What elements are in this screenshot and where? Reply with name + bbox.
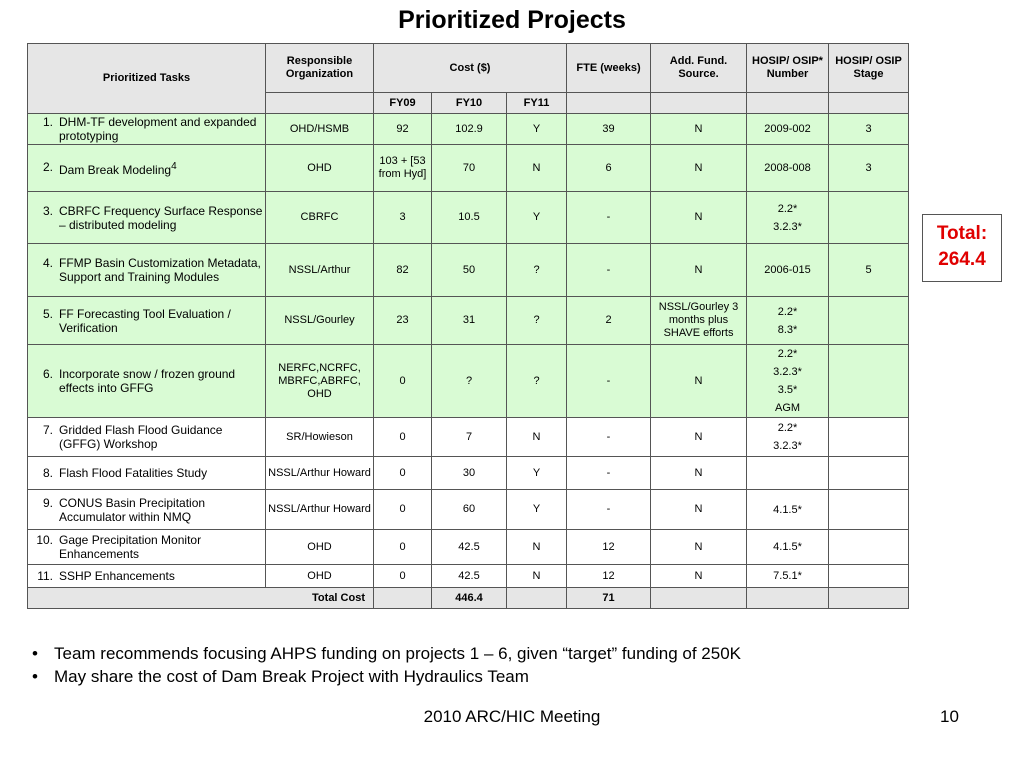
table-row (28, 192, 909, 244)
task-name: Gage Precipitation Monitor Enhancements (59, 533, 202, 561)
task-number: 9. (42, 495, 53, 510)
bullet-text: May share the cost of Dam Break Project with Hydraulics Team (54, 667, 529, 686)
task-number: 8. (42, 466, 53, 480)
task-cell (28, 457, 266, 490)
header-fund-sub (651, 93, 747, 114)
hosip-stage-cell: 3 (829, 114, 909, 145)
fy09-cell: 0 (374, 530, 432, 565)
hosip-number: 3.2.3* (773, 220, 802, 233)
fy09-cell: 23 (374, 297, 432, 345)
task-text (59, 160, 263, 177)
task-number: 6. (42, 367, 53, 381)
total-fte: 71 (567, 588, 651, 609)
slide-title: Prioritized Projects (398, 6, 626, 34)
task-text (59, 423, 263, 451)
task-name: FFMP Basin Customization Metadata, Support and Training Modules (59, 256, 261, 284)
fy09-cell: 0 (374, 565, 432, 588)
fy11-cell: N (507, 145, 567, 192)
task-number: 7. (42, 423, 53, 437)
hosip-stage-cell (829, 530, 909, 565)
hosip-number: 2008-008 (764, 162, 811, 174)
fy10-cell: 30 (432, 457, 507, 490)
fund-cell: N (651, 244, 747, 297)
org-cell: OHD (266, 530, 374, 565)
total-fy11 (507, 588, 567, 609)
task (32, 466, 263, 480)
fy10-cell: 10.5 (432, 192, 507, 244)
fy09-cell: 3 (374, 192, 432, 244)
fund-cell: N (651, 145, 747, 192)
page-number: 10 (940, 707, 959, 726)
fund-cell: N (651, 418, 747, 457)
header-org-sub (266, 93, 374, 114)
task-text (59, 367, 263, 395)
fy10-cell: 42.5 (432, 530, 507, 565)
hosip-stage-cell (829, 490, 909, 530)
hosip-stage-cell (829, 192, 909, 244)
bullet-list (32, 642, 741, 688)
total-box-label: Total: (936, 223, 988, 244)
task-text (59, 204, 263, 232)
table-row (28, 114, 909, 145)
hosip-number-cell (747, 418, 829, 457)
fund-cell: N (651, 565, 747, 588)
hosip-number-cell (747, 244, 829, 297)
total-cost-label: Total Cost (28, 588, 374, 609)
hosip-number: AGM (774, 402, 801, 414)
org-cell: OHD (266, 565, 374, 588)
table-row (28, 418, 909, 457)
total-fund (651, 588, 747, 609)
fy10-cell: 31 (432, 297, 507, 345)
table-row (28, 457, 909, 490)
fte-cell: - (567, 244, 651, 297)
fy09-cell: 0 (374, 457, 432, 490)
task-text (59, 115, 263, 143)
org-cell: NSSL/Arthur Howard (266, 490, 374, 530)
task (32, 115, 263, 143)
hosip-number-cell (747, 192, 829, 244)
total-fy10: 446.4 (432, 588, 507, 609)
fy11-cell: N (507, 530, 567, 565)
task-cell (28, 490, 266, 530)
header-stage-sub (829, 93, 909, 114)
task-text (59, 256, 263, 284)
header-hosip-sub (747, 93, 829, 114)
hosip-stage-cell (829, 457, 909, 490)
header-fy11: FY11 (507, 93, 567, 114)
header-fund: Add. Fund. Source. (651, 44, 747, 93)
bullet-dot-icon: • (32, 644, 38, 663)
hosip-number: 4.1.5* (773, 541, 802, 553)
task-name: Dam Break Modeling (59, 162, 172, 177)
fy11-cell: Y (507, 490, 567, 530)
hosip-number-cell (747, 114, 829, 145)
hosip-stage-cell (829, 297, 909, 345)
table-row (28, 565, 909, 588)
table-row (28, 345, 909, 418)
fy11-cell: ? (507, 244, 567, 297)
bullet-text: Team recommends focusing AHPS funding on projects 1 – 6, given “target” funding of 250K (54, 644, 742, 663)
task-name: SSHP Enhancements (59, 569, 175, 583)
task-number: 2. (42, 159, 53, 174)
hosip-stage-cell (829, 565, 909, 588)
header-fy10: FY10 (432, 93, 507, 114)
task (32, 256, 263, 284)
fte-cell: - (567, 192, 651, 244)
total-hosip (747, 588, 829, 609)
fund-cell: NSSL/Gourley 3 months plus SHAVE efforts (651, 297, 747, 345)
task-footnote: 4 (171, 160, 177, 172)
org-cell: OHD (266, 145, 374, 192)
org-cell: OHD/HSMB (266, 114, 374, 145)
task-name: FF Forecasting Tool Evaluation / Verification (59, 306, 231, 335)
org-cell: NSSL/Arthur (266, 244, 374, 297)
task-text (59, 307, 263, 335)
fund-cell: N (651, 192, 747, 244)
task-name: CONUS Basin Precipitation Accumulator within NMQ (59, 495, 206, 524)
hosip-number-cell (747, 530, 829, 565)
fy10-cell: 60 (432, 490, 507, 530)
fy10-cell: 102.9 (432, 114, 507, 145)
fy10-cell: 7 (432, 418, 507, 457)
task-cell (28, 345, 266, 418)
header-fte: FTE (weeks) (567, 44, 651, 93)
fte-cell: 12 (567, 565, 651, 588)
fte-cell: - (567, 490, 651, 530)
fy11-cell: ? (507, 297, 567, 345)
task-text (59, 569, 263, 583)
total-box-value: 264.4 (938, 249, 986, 270)
hosip-number: 2.2* (777, 348, 798, 360)
task-number: 1. (42, 115, 53, 129)
fund-cell: N (651, 457, 747, 490)
bullet-item (32, 642, 741, 665)
task-name: Flash Flood Fatalities Study (59, 466, 208, 480)
fy09-cell: 82 (374, 244, 432, 297)
header-hosip-number: HOSIP/ OSIP* Number (747, 44, 829, 93)
hosip-number-cell (747, 565, 829, 588)
task-cell (28, 297, 266, 345)
table-row (28, 530, 909, 565)
task-cell (28, 145, 266, 192)
bullet-dot-icon: • (32, 667, 38, 686)
task (32, 160, 263, 177)
bullet-item (32, 665, 741, 688)
hosip-number: 3.2.3* (773, 440, 802, 452)
task-text (59, 466, 263, 480)
table-row (28, 490, 909, 530)
footer-meeting: 2010 ARC/HIC Meeting (423, 707, 601, 726)
fte-cell: - (567, 457, 651, 490)
fy09-cell: 0 (374, 490, 432, 530)
fte-cell: 6 (567, 145, 651, 192)
fy11-cell: N (507, 418, 567, 457)
hosip-number-cell (747, 457, 829, 490)
hosip-number-cell (747, 490, 829, 530)
fund-cell: N (651, 490, 747, 530)
header-hosip-stage: HOSIP/ OSIP Stage (829, 44, 909, 93)
task-name: CBRFC Frequency Surface Response – distributed modeling (59, 203, 263, 232)
task-name: Incorporate snow / frozen ground effects into GFFG (59, 367, 236, 395)
task (32, 533, 263, 561)
task-cell (28, 565, 266, 588)
hosip-stage-cell (829, 345, 909, 418)
task-number: 4. (42, 256, 53, 270)
task-cell (28, 530, 266, 565)
task (32, 367, 263, 395)
org-cell: NSSL/Arthur Howard (266, 457, 374, 490)
task (32, 307, 263, 335)
fy11-cell: Y (507, 192, 567, 244)
header-fy09: FY09 (374, 93, 432, 114)
hosip-stage-cell: 3 (829, 145, 909, 192)
hosip-number: 2009-002 (764, 123, 811, 135)
header-cost: Cost ($) (374, 44, 567, 93)
fte-cell: - (567, 345, 651, 418)
fy11-cell: N (507, 565, 567, 588)
fte-cell: - (567, 418, 651, 457)
task-name: Gridded Flash Flood Guidance (GFFG) Workshop (59, 423, 223, 451)
fte-cell: 2 (567, 297, 651, 345)
header-fte-sub (567, 93, 651, 114)
fy09-cell: 92 (374, 114, 432, 145)
hosip-number: 7.5.1* (773, 570, 802, 582)
fte-cell: 39 (567, 114, 651, 145)
fund-cell: N (651, 530, 747, 565)
org-cell: SR/Howieson (266, 418, 374, 457)
fy09-cell: 0 (374, 345, 432, 418)
fy10-cell: ? (432, 345, 507, 418)
hosip-number: 2.2* (777, 202, 798, 215)
org-cell: NERFC,NCRFC, MBRFC,ABRFC, OHD (266, 345, 374, 418)
task-cell (28, 192, 266, 244)
total-fy09 (374, 588, 432, 609)
hosip-number-cell (747, 145, 829, 192)
fund-cell: N (651, 114, 747, 145)
hosip-number: 2006-015 (764, 264, 811, 276)
hosip-number: 2.2* (777, 305, 798, 318)
task-cell (28, 114, 266, 145)
hosip-number-cell (747, 345, 829, 418)
fy11-cell: ? (507, 345, 567, 418)
task-number: 10. (36, 533, 53, 547)
fund-cell: N (651, 345, 747, 418)
task-name: DHM-TF development and expanded prototyping (59, 115, 257, 143)
org-cell: CBRFC (266, 192, 374, 244)
task (32, 423, 263, 451)
table-row (28, 297, 909, 345)
hosip-number: 8.3* (777, 323, 798, 336)
org-cell: NSSL/Gourley (266, 297, 374, 345)
fte-cell: 12 (567, 530, 651, 565)
fy09-cell: 0 (374, 418, 432, 457)
table-row (28, 145, 909, 192)
hosip-number: 3.2.3* (773, 366, 802, 378)
fy10-cell: 50 (432, 244, 507, 297)
hosip-number: 2.2* (777, 422, 798, 434)
hosip-stage-cell (829, 418, 909, 457)
total-stage (829, 588, 909, 609)
hosip-number-cell (747, 297, 829, 345)
task (32, 569, 263, 583)
task-cell (28, 244, 266, 297)
task-number: 3. (42, 203, 53, 218)
hosip-number: 3.5* (777, 384, 798, 396)
header-tasks: Prioritized Tasks (28, 44, 266, 114)
task-number: 11. (37, 569, 53, 583)
task (32, 496, 263, 524)
task (32, 204, 263, 232)
fy11-cell: Y (507, 114, 567, 145)
fy11-cell: Y (507, 457, 567, 490)
task-text (59, 496, 263, 524)
fy09-cell: 103 + [53 from Hyd] (374, 145, 432, 192)
projects-table (27, 43, 909, 609)
task-text (59, 533, 263, 561)
fy10-cell: 70 (432, 145, 507, 192)
hosip-number: 4.1.5* (773, 503, 802, 516)
task-cell (28, 418, 266, 457)
header-org: Responsible Organization (266, 44, 374, 93)
table-row (28, 244, 909, 297)
hosip-stage-cell: 5 (829, 244, 909, 297)
total-box (922, 214, 1002, 282)
task-number: 5. (42, 306, 53, 321)
fy10-cell: 42.5 (432, 565, 507, 588)
